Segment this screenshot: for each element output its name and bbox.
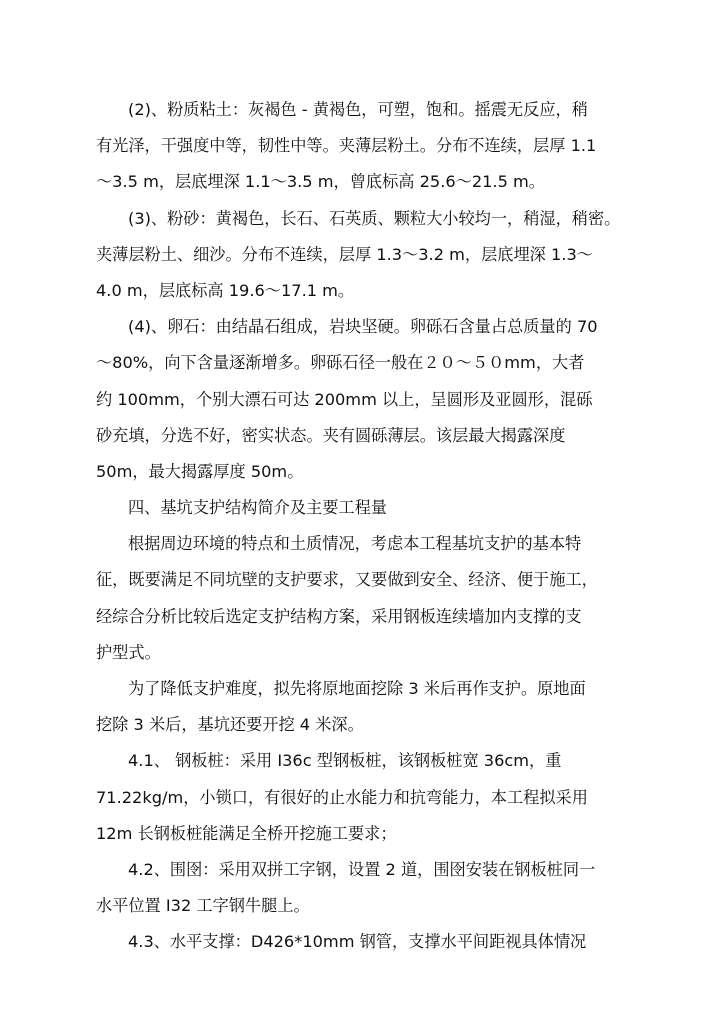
paragraph-line: 71.22kg/m，小锁口，有很好的止水能力和抗弯能力，本工程拟采用	[96, 787, 588, 807]
paragraph-line: (4)、卵石：由结晶石组成，岩块坚硬。卵砾石含量占总质量的 70	[128, 317, 598, 337]
paragraph-line: 根据周边环境的特点和土质情况，考虑本工程基坑支护的基本特	[128, 534, 582, 554]
paragraph-line: 有光泽，干强度中等，韧性中等。夹薄层粉土。分布不连续，层厚 1.1	[96, 136, 597, 156]
paragraph-line: (2)、粉质粘土：灰褐色 - 黄褐色，可塑，饱和。摇震无反应，稍	[128, 100, 588, 119]
paragraph-line: 4.1、 钢板桩：采用 I36c 型钢板桩，该钢板桩宽 36cm，重	[128, 751, 562, 771]
paragraph-line: 水平位置 I32 工字钢牛腿上。	[96, 896, 310, 916]
paragraph-line: 砂充填，分选不好，密实状态。夹有圆砾薄层。该层最大揭露深度	[96, 425, 566, 445]
section-heading: 四、基坑支护结构简介及主要工程量	[128, 498, 387, 518]
paragraph-line: (3)、粉砂：黄褐色，长石、石英质、颗粒大小较均一，稍湿，稍密。	[128, 208, 621, 228]
paragraph-line: 夹薄层粉土、细沙。分布不连续，层厚 1.3～3.2 m，层底埋深 1.3～	[96, 244, 593, 264]
paragraph-line: 为了降低支护难度，拟先将原地面挖除 3 米后再作支护。原地面	[128, 679, 586, 698]
paragraph-line: 经综合分析比较后选定支护结构方案，采用钢板连续墙加内支撑的支	[96, 606, 582, 626]
paragraph-line: 4.0 m，层底标高 19.6～17.1 m。	[96, 280, 355, 300]
paragraph-line: 4.3、水平支撑：D426*10mm 钢管，支撑水平间距视具体情况	[128, 932, 587, 952]
paragraph-line: 征，既要满足不同坑壁的支护要求，又要做到安全、经济、便于施工，	[96, 570, 598, 590]
paragraph-line: 50m，最大揭露厚度 50m。	[96, 461, 304, 481]
paragraph-line: 4.2、围囹：采用双拼工字钢，设置 2 道，围囹安装在钢板桩同一	[128, 859, 596, 879]
paragraph-line: 护型式。	[96, 642, 161, 662]
paragraph-line: ～3.5 m，层底埋深 1.1～3.5 m，曾底标高 25.6～21.5 m。	[96, 172, 545, 192]
paragraph-line: 约 100mm，个别大漂石可达 200mm 以上，呈圆形及亚圆形，混砾	[96, 389, 593, 409]
document-body	[96, 92, 624, 961]
paragraph-line: 12m 长钢板桩能满足全桥开挖施工要求；	[96, 823, 397, 843]
paragraph-line: 挖除 3 米后，基坑还要开挖 4 米深。	[96, 715, 364, 735]
paragraph-line: ～80%，向下含量逐渐增多。卵砾石径一般在２０～５０mm，大者	[96, 353, 585, 373]
